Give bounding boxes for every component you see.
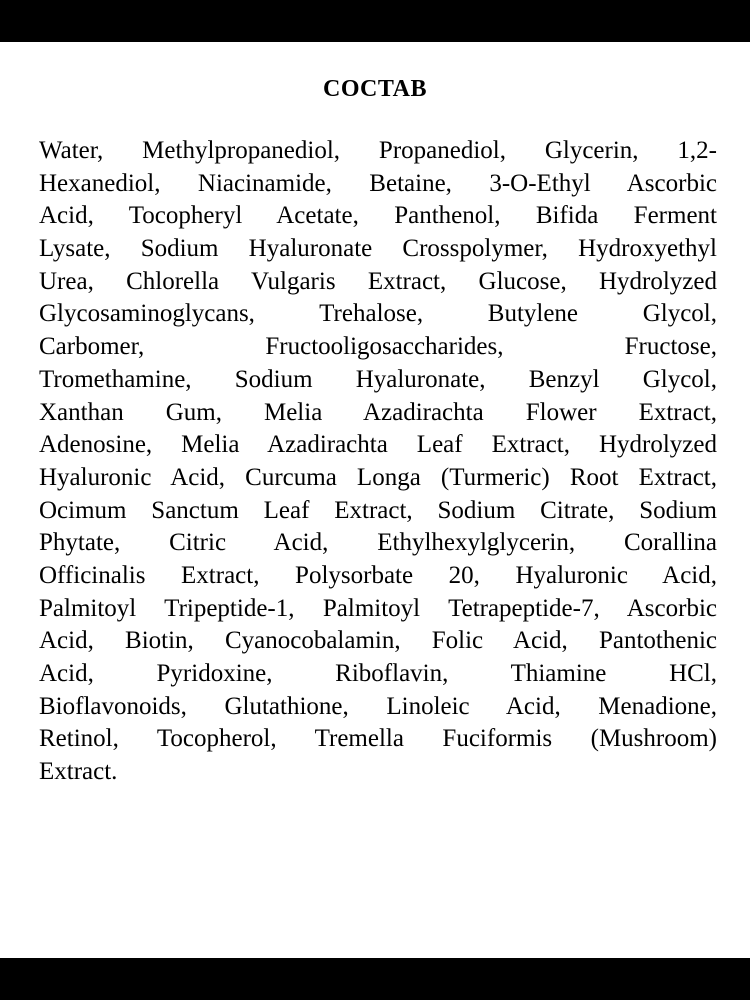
- page-title: COCTAB: [323, 76, 427, 102]
- ingredients-line: Retinol, Tocopherol, Tremella Fuciformis (Mushroom): [39, 725, 717, 753]
- ingredients-line: Acid, Biotin, Cyanocobalamin, Folic Acid, Pantothenic: [39, 627, 717, 655]
- ingredients-line: Acid, Tocopheryl Acetate, Panthenol, Bifida Ferment: [39, 202, 717, 230]
- ingredients-paragraph: [39, 135, 717, 789]
- ingredients-line: Bioflavonoids, Glutathione, Linoleic Acid, Menadione,: [39, 692, 717, 720]
- ingredients-line: Tromethamine, Sodium Hyaluronate, Benzyl Glycol,: [39, 365, 717, 393]
- ingredients-line: Hexanediol, Niacinamide, Betaine, 3-O-Ethyl Ascorbic: [39, 169, 717, 197]
- ingredients-line: Xanthan Gum, Melia Azadirachta Flower Extract,: [39, 398, 717, 426]
- ingredients-line: Officinalis Extract, Polysorbate 20, Hyaluronic Acid,: [39, 561, 717, 589]
- ingredients-line: Water, Methylpropanediol, Propanediol, Glycerin, 1,2-: [39, 137, 717, 164]
- ingredients-line: Urea, Chlorella Vulgaris Extract, Glucose, Hydrolyzed: [39, 267, 717, 295]
- ingredients-line: Hyaluronic Acid, Curcuma Longa (Turmeric) Root Extract,: [39, 463, 717, 491]
- ingredients-line: Acid, Pyridoxine, Riboflavin, Thiamine HCl,: [39, 660, 717, 687]
- ingredients-line: Lysate, Sodium Hyaluronate Crosspolymer, Hydroxyethyl: [39, 235, 717, 263]
- top-black-bar: [0, 0, 750, 42]
- ingredients-line: Adenosine, Melia Azadirachta Leaf Extract, Hydrolyzed: [39, 431, 717, 459]
- ingredients-line: Glycosaminoglycans, Trehalose, Butylene Glycol,: [39, 300, 717, 328]
- ingredients-line: Phytate, Citric Acid, Ethylhexylglycerin, Corallina: [39, 529, 717, 557]
- ingredients-line: Extract.: [39, 758, 118, 786]
- bottom-black-bar: [0, 958, 750, 1000]
- ingredients-line: Carbomer, Fructooligosaccharides, Fructose,: [39, 333, 717, 361]
- ingredients-line: Ocimum Sanctum Leaf Extract, Sodium Citrate, Sodium: [39, 496, 717, 524]
- ingredients-line: Palmitoyl Tripeptide-1, Palmitoyl Tetrapeptide-7, Ascorbic: [39, 594, 717, 622]
